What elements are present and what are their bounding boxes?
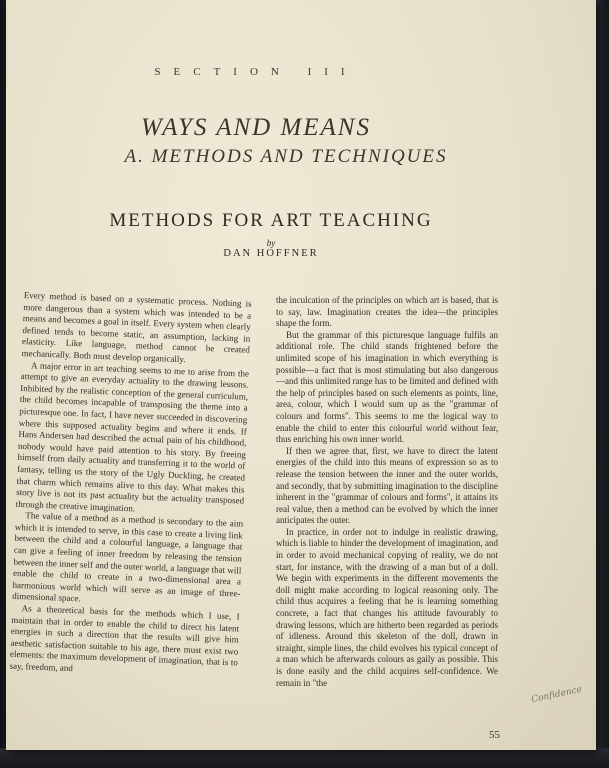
handwritten-margin-note: Confidence [530,684,583,706]
page-number: 55 [489,729,500,741]
article-title: METHODS FOR ART TEACHING [109,210,433,231]
paragraph: the inculcation of the principles on which art is based, that is to say, law. Imagination creates the idea—the principles shape the form. [276,295,498,329]
byline-by: by [266,238,276,248]
paragraph: If then we agree that, first, we have to direct the latent energies of the child into this means of expression so as to release the tension between the inner and the outer worlds, and secondly, that by submitting imagination to the discipline inherent in the "grammar of colours and forms", it attains its real value, then a method can be evolved by which the inner anticipates the outer. [276,445,498,526]
paragraph: In practice, in order not to indulge in realistic drawing, which is liable to hinder the development of imagination, and in order to avoid mechanical copying of reality, we do not start, for instance, with the drawing of a man but of a doll. We begin with experiments in the different movements the doll might make according to logical reasoning only. The child thus acquires a feeling that he is learning something concrete, a fact that changes his attitude favourably to drawing lessons, which are hitherto been regarded as periods of idleness. Around this skeleton of the doll, drawn in straight, simple lines, the child evolves his typical concept of a man which he afterwards colours as gaily as possible. This is done easily and the child acquires self-confidence. We remain in "the [276,526,498,688]
left-column [9,290,252,681]
section-label: SECTION III [154,66,358,78]
paragraph: A major error in art teaching seems to me to arise from the attempt to give an everyday actuality to the drawing lessons. Inhibited by the realistic conception of the general curriculum, the child becomes incapable of transposing the theme into a picturesque one. In fact, I have never succeeded in discovering where this supposed actuality begins and where it ends. If Hans Andersen had described the actual pain of his childhood, nobody would have paid attention to his story. By freeing himself from daily actuality and transferring it to the world of fantasy, telling us the story of the Ugly Duckling, he created that charm which remains alive to this day. What makes this story live is not its past actuality but the actuality transposed through the creative imagination. [15,359,250,514]
paragraph: The value of a method as a method is secondary to the aim which it is intended to serve, in this case to create a living link between the child and a colourful language, a language that can give a feeling of inner freedom by releasing the tension between the inner self and the outer world, a language that will enable the child to create in a two-dimensional area a harmonious world which will serve as an image of three-dimensional space. [12,510,244,604]
paragraph: Every method is based on a systematic process. Nothing is more dangerous than a system which was intended to be a means and becomes a goal in itself. Every system when clearly defined tends to become static, an assumption, lacking in elasticity. Like language, method cannot be created mechanically. Both must develop organically. [21,290,252,365]
right-column [276,295,498,689]
book-page [6,0,596,750]
background-bottom [0,748,609,768]
paragraph: As a theoretical basis for the methods which I use, I maintain that in order to enable the child to direct his latent energies in such a direction that the results will give him aesthetic satisfaction suitable to his age, there must exist two elements: the maximum development of imagination, that is to say, freedom, and [9,603,240,674]
byline-author: DAN HOFFNER [223,248,319,259]
section-subtitle: A. METHODS AND TECHNIQUES [124,146,448,167]
paragraph: But the grammar of this picturesque language fulfils an additional role. The child stands frightened before the unlimited scope of his imagination in which everything is possible—a fact that is most stimulating but also dangerous—and this unlimited range has to be limited and defined with the help of principles based on such elements as points, line, area, colour, which I would sum up as the "grammar of colours and forms". This seems to me the logical way to enable the child to enter this colourful world without fear, thus enriching his own inner world. [276,329,498,445]
section-title: WAYS AND MEANS [141,114,371,141]
